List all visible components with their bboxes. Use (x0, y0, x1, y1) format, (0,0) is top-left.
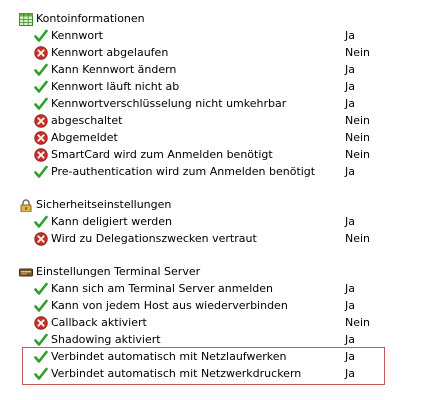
property-value: Ja (345, 367, 355, 380)
property-label: Kann sich am Terminal Server anmelden (51, 282, 273, 295)
property-label: Kann Kennwort ändern (51, 63, 177, 76)
section-header (19, 197, 171, 213)
cross-icon (34, 46, 48, 60)
property-value: Nein (345, 232, 371, 245)
property-value: Ja (345, 282, 355, 295)
property-label: Verbindet automatisch mit Netzlaufwerken (51, 350, 287, 363)
cross-icon (34, 114, 48, 128)
property-value: Nein (345, 131, 371, 144)
property-row[interactable] (34, 146, 374, 163)
property-label: Pre-authentication wird zum Anmelden benötigt (51, 165, 316, 178)
cross-icon (34, 148, 48, 162)
property-row[interactable] (34, 95, 374, 112)
property-row[interactable] (34, 314, 374, 331)
property-value: Nein (345, 114, 371, 127)
check-icon (34, 63, 48, 77)
section-title: Sicherheitseinstellungen (36, 198, 172, 211)
section-title: Kontoinformationen (36, 12, 145, 25)
property-label: Abgemeldet (51, 131, 118, 144)
property-value: Ja (345, 29, 355, 42)
check-icon (34, 282, 48, 296)
property-value: Nein (345, 316, 371, 329)
property-label: Kann deligiert werden (51, 215, 173, 228)
property-label: Kennwort abgelaufen (51, 46, 169, 59)
section-header (19, 11, 145, 27)
terminal-server-icon (19, 266, 33, 279)
property-value: Ja (345, 97, 355, 110)
property-row[interactable] (34, 78, 374, 95)
section-header (19, 264, 200, 280)
property-row[interactable] (34, 230, 374, 247)
property-label: Shadowing aktiviert (51, 333, 161, 346)
property-label: Kennwort läuft nicht ab (51, 80, 180, 93)
property-value: Ja (345, 80, 355, 93)
property-value: Ja (345, 215, 355, 228)
property-value: Ja (345, 350, 355, 363)
property-value: Nein (345, 46, 371, 59)
check-icon (34, 333, 48, 347)
check-icon (34, 215, 48, 229)
section-title: Einstellungen Terminal Server (36, 265, 201, 278)
property-row[interactable] (34, 61, 374, 78)
property-label: SmartCard wird zum Anmelden benötigt (51, 148, 273, 161)
property-row[interactable] (34, 163, 374, 180)
property-row[interactable] (34, 44, 374, 61)
property-label: Verbindet automatisch mit Netzwerkdruckern (51, 367, 302, 380)
property-row[interactable] (34, 280, 374, 297)
check-icon (34, 165, 48, 179)
spreadsheet-icon (19, 13, 33, 26)
property-label: Kann von jedem Host aus wiederverbinden (51, 299, 288, 312)
property-row[interactable] (34, 331, 374, 348)
property-row[interactable] (34, 129, 374, 146)
padlock-icon (19, 199, 33, 212)
property-value: Ja (345, 333, 355, 346)
highlight-box (22, 347, 385, 385)
property-label: abgeschaltet (51, 114, 123, 127)
cross-icon (34, 232, 48, 246)
check-icon (34, 299, 48, 313)
cross-icon (34, 131, 48, 145)
property-row[interactable] (34, 297, 374, 314)
property-value: Nein (345, 148, 371, 161)
property-value: Ja (345, 299, 355, 312)
property-row[interactable] (34, 213, 374, 230)
property-label: Kennwort (51, 29, 103, 42)
check-icon (34, 80, 48, 94)
property-value: Ja (345, 63, 355, 76)
property-label: Callback aktiviert (51, 316, 147, 329)
property-value: Ja (345, 165, 355, 178)
property-label: Wird zu Delegationszwecken vertraut (51, 232, 257, 245)
property-label: Kennwortverschlüsselung nicht umkehrbar (51, 97, 287, 110)
property-row[interactable] (34, 27, 374, 44)
cross-icon (34, 316, 48, 330)
property-row[interactable] (34, 112, 374, 129)
check-icon (34, 29, 48, 43)
check-icon (34, 97, 48, 111)
